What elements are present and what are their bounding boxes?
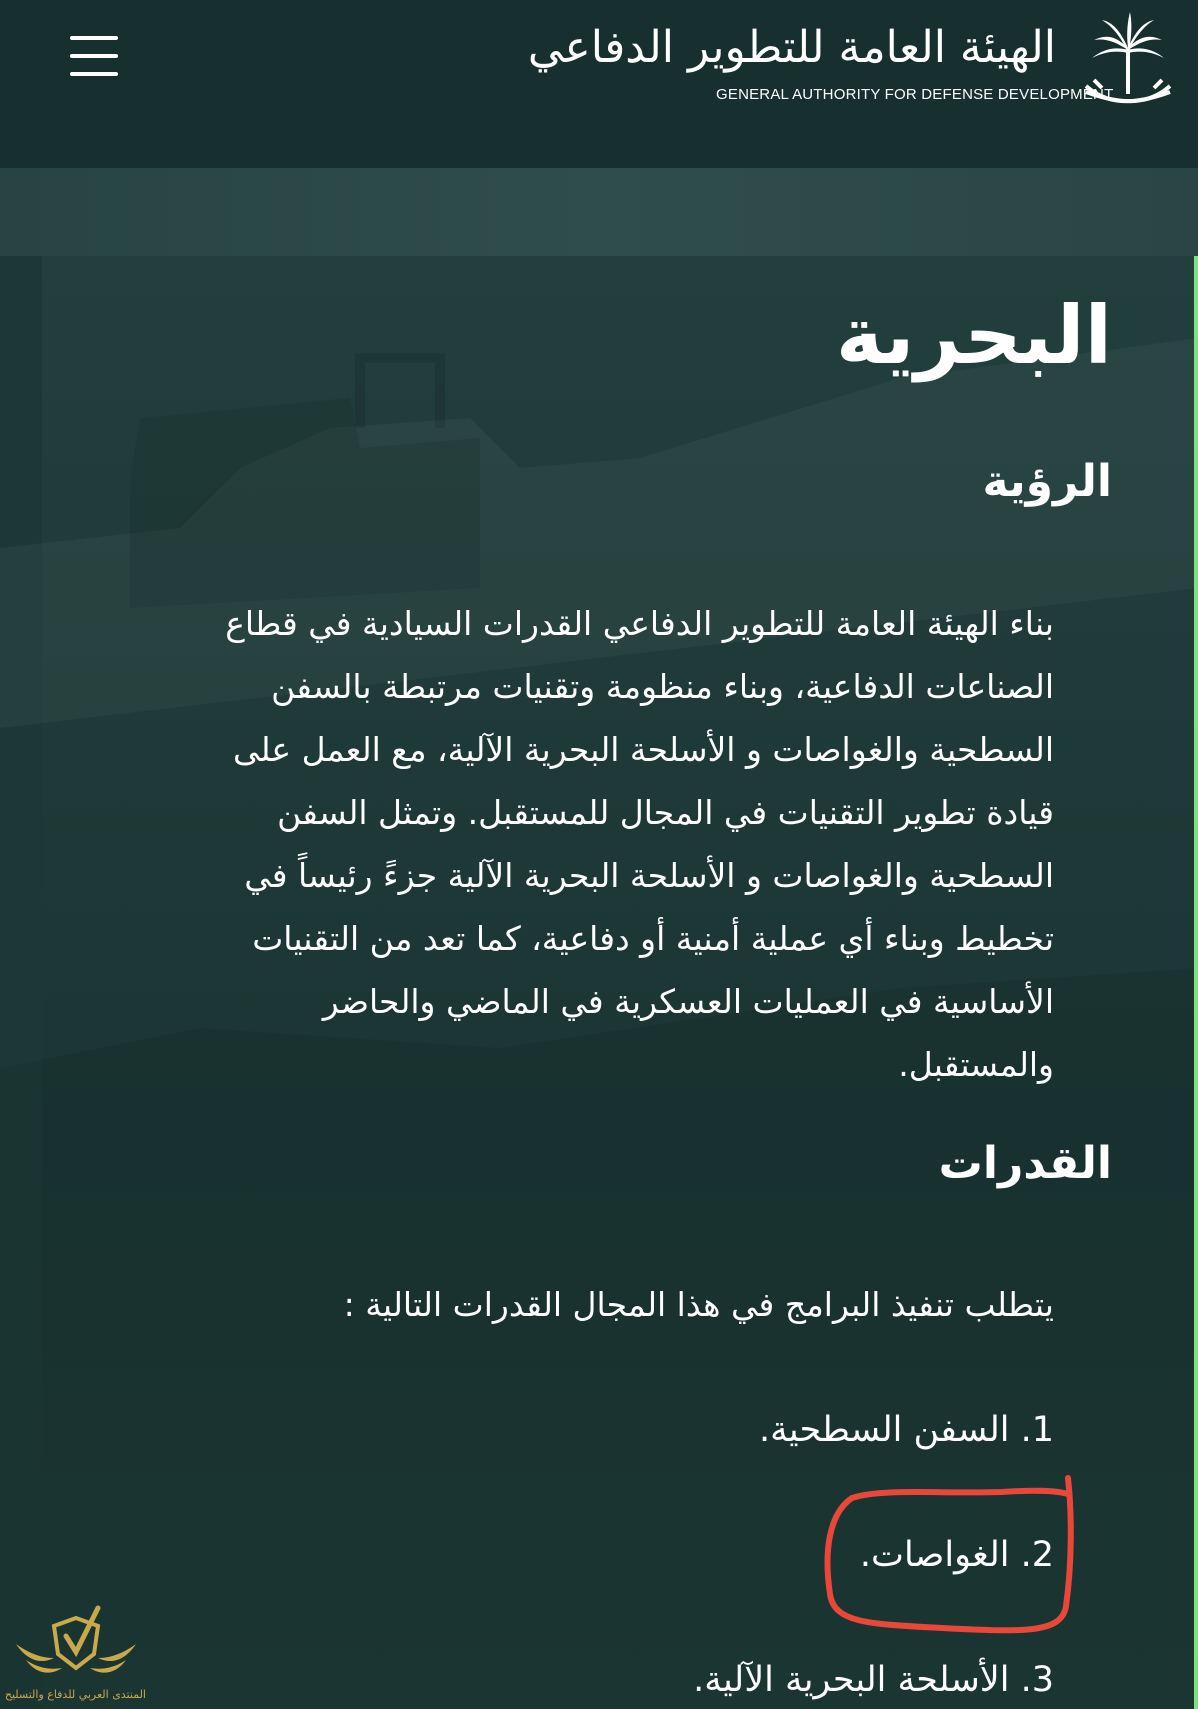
palm-swords-emblem-icon	[1072, 8, 1184, 120]
forum-shield-logo	[6, 1598, 146, 1688]
watermark-text: المنتدى العربي للدفاع والتسليح	[4, 1688, 146, 1701]
capability-item-submarines: 2. الغواصات.	[859, 1535, 1054, 1575]
vision-paragraph: بناء الهيئة العامة للتطوير الدفاعي القدرات السيادية في قطاع الصناعات الدفاعية، وبناء منظومة وتقنيات مرتبطة بالسفن السطحية والغواصات و الأسلحة البحرية الآلية، مع العمل على قيادة تطوير التقنيات في المجال للمستقبل. وتمثل السفن السطحية والغواصات و الأسلحة البحرية الآلية جزءً رئيساً في تخطيط وبناء أي عملية أمنية أو دفاعية، كما تعد من التقنيات الأساسية في العمليات العسكرية في الماضي والحاضر والمستقبل.	[225, 604, 1054, 1084]
capabilities-heading: القدرات	[938, 1138, 1112, 1189]
capabilities-intro: يتطلب تنفيذ البرامج في هذا المجال القدرات التالية :	[343, 1285, 1054, 1324]
capability-item-autonomous-weapons: 3. الأسلحة البحرية الآلية.	[693, 1660, 1054, 1700]
capability-item-surface-ships: 1. السفن السطحية.	[759, 1410, 1054, 1450]
page-title: البحرية	[835, 289, 1112, 382]
hamburger-menu-icon[interactable]	[64, 30, 124, 82]
logo-english-name: GENERAL AUTHORITY FOR DEFENSE DEVELOPMENT	[716, 86, 1114, 103]
capabilities-list	[254, 1400, 1054, 1709]
hero-background-strip	[0, 168, 1198, 256]
forum-watermark	[6, 1598, 146, 1708]
logo-arabic-name: الهيئة العامة للتطوير الدفاعي	[527, 22, 1056, 73]
accent-border	[1194, 256, 1198, 1709]
vision-heading: الرؤية	[982, 456, 1112, 507]
site-header	[0, 0, 1198, 168]
site-logo[interactable]	[527, 8, 1184, 120]
